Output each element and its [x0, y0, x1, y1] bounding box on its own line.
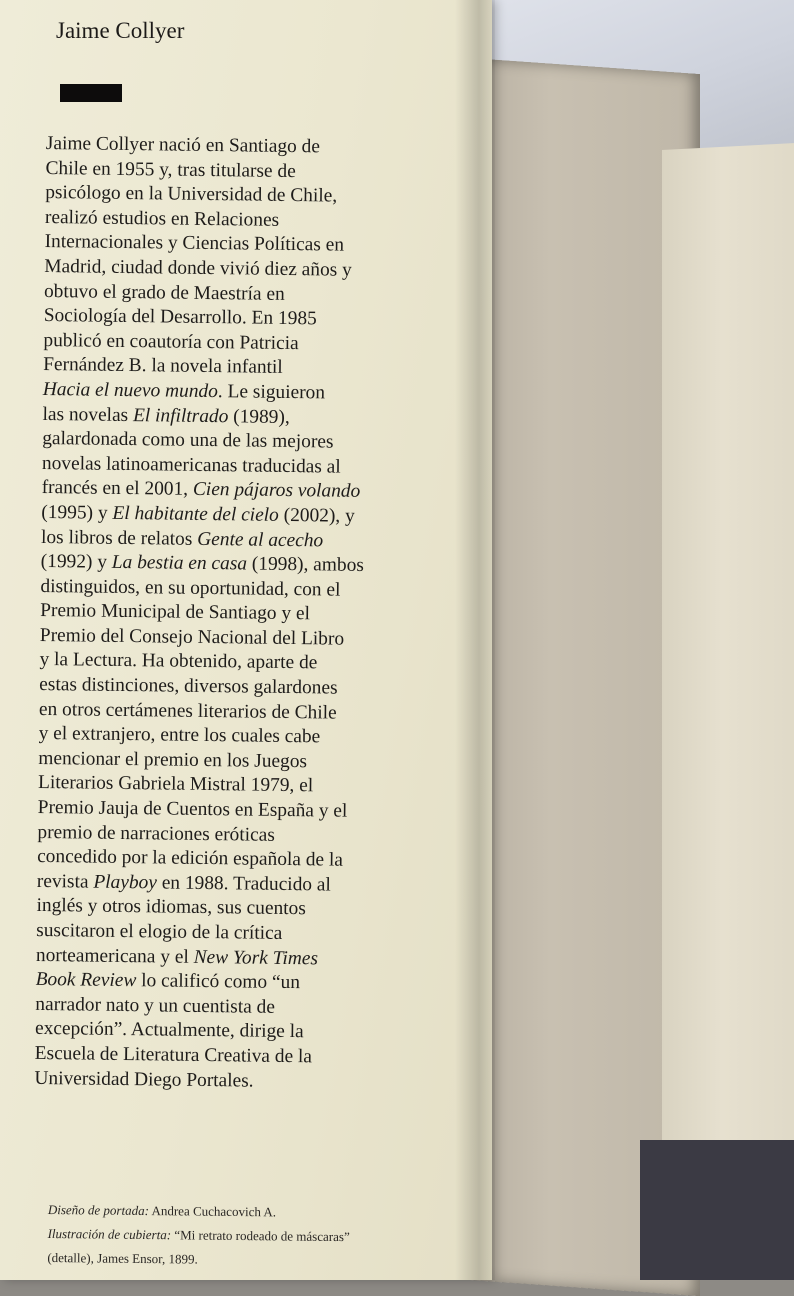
text-run: narrador nato y un cuentista de — [35, 993, 276, 1018]
text-run: (1995) y — [41, 501, 113, 524]
italic-title-text: Hacia el nuevo mundo — [42, 378, 218, 403]
author-name: Jaime Collyer — [56, 18, 185, 43]
credit-line — [47, 1246, 467, 1274]
text-run: novelas latinoamericanas traducidas al — [41, 452, 341, 478]
italic-title-text: El habitante del cielo — [112, 502, 279, 526]
text-run: excepción”. Actualmente, dirige la — [34, 1018, 304, 1043]
italic-title-text: New York Times — [193, 946, 319, 969]
text-run: Fernández B. la novela infantil — [43, 354, 283, 379]
text-run: Jaime Collyer nació en Santiago de — [45, 132, 321, 158]
text-run: lo calificó como “un — [136, 970, 301, 994]
text-run: las novelas — [42, 403, 134, 426]
text-run: concedido por la edición española de la — [37, 846, 344, 871]
text-run: norteamericana y el — [35, 944, 194, 968]
italic-title-text: Ilustración de cubierta: — [47, 1225, 172, 1243]
text-run: mencionar el premio en los Juegos — [38, 747, 308, 773]
italic-title-text: Cien pájaros volando — [192, 479, 361, 503]
text-run: Premio del Consejo Nacional del Libro — [39, 624, 345, 650]
text-run: (detalle), James Ensor, 1899. — [47, 1249, 198, 1267]
black-rule-mark — [60, 84, 122, 102]
text-run: Andrea Cuchacovich A. — [148, 1203, 277, 1220]
inner-page-right — [662, 142, 794, 1250]
text-run: Internacionales y Ciencias Políticas en — [44, 231, 345, 257]
italic-title-text: El infiltrado — [132, 404, 229, 427]
italic-title-text: La bestia en casa — [111, 551, 248, 575]
bio-line — [34, 1066, 454, 1096]
text-run: y el extranjero, entre los cuales cabe — [38, 723, 321, 748]
text-run: francés en el 2001, — [41, 477, 194, 501]
spine-shadow — [455, 0, 495, 1280]
text-run: realizó estudios en Relaciones — [44, 206, 280, 231]
text-run: en otros certámenes literarios de Chile — [38, 698, 337, 724]
text-run: “Mi retrato rodeado de máscaras” — [171, 1227, 350, 1245]
text-run: (1998), ambos — [246, 553, 365, 577]
background-surface — [640, 1140, 794, 1280]
text-run: obtuvo el grado de Maestría en — [43, 280, 285, 305]
italic-title-text: Book Review — [35, 969, 137, 992]
text-run: psicólogo en la Universidad de Chile, — [45, 182, 338, 207]
text-run: Sociología del Desarrollo. En 1985 — [43, 305, 317, 330]
text-run: publicó en coautoría con Patricia — [43, 329, 299, 354]
text-run: (2002), y — [278, 504, 355, 527]
text-run: Escuela de Literatura Creativa de la — [34, 1042, 313, 1068]
text-run: premio de narraciones eróticas — [37, 821, 275, 846]
text-run: suscitaron el elogio de la crítica — [36, 919, 283, 944]
italic-title-text: Playboy — [93, 871, 158, 894]
text-run: Literarios Gabriela Mistral 1979, el — [37, 772, 314, 797]
cover-credits — [47, 1198, 468, 1274]
text-run: en 1988. Traducido al — [156, 872, 331, 896]
text-run: los libros de relatos — [40, 526, 198, 550]
text-run: estas distinciones, diversos galardones — [39, 674, 338, 699]
text-run: Premio Jauja de Cuentos en España y el — [37, 796, 348, 822]
text-run: (1992) y — [40, 551, 112, 573]
text-run: Chile en 1955 y, tras titularse de — [45, 157, 296, 182]
text-run: Premio Municipal de Santiago y el — [40, 600, 311, 625]
text-run: Universidad Diego Portales. — [34, 1067, 254, 1092]
text-run: inglés y otros idiomas, sus cuentos — [36, 895, 306, 920]
text-run: y la Lectura. Ha obtenido, aparte de — [39, 649, 318, 674]
text-run: galardonada como una de las mejores — [42, 428, 334, 453]
text-run: Madrid, ciudad donde vivió diez años y — [44, 255, 352, 281]
italic-title-text: Diseño de portada: — [47, 1201, 150, 1219]
text-run: distinguidos, en su oportunidad, con el — [40, 575, 341, 601]
text-run: . Le siguieron — [217, 381, 326, 404]
author-biography — [34, 132, 466, 1096]
text-run: revista — [36, 870, 94, 893]
italic-title-text: Gente al acecho — [197, 528, 324, 551]
text-run: (1989), — [228, 405, 290, 428]
